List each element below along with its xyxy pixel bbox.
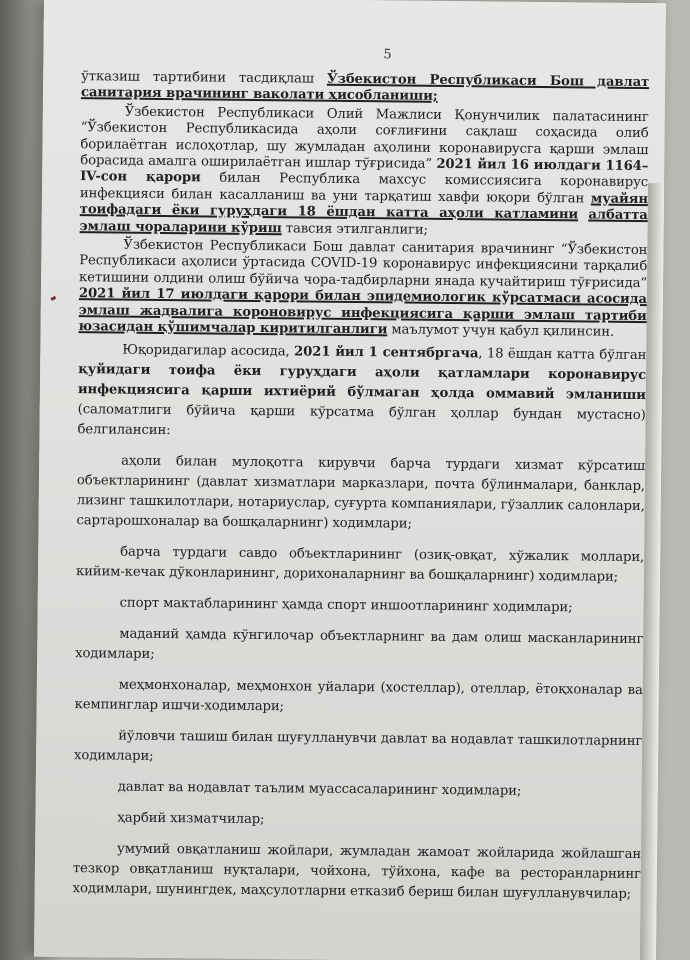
list-item: спорт мактабларининг ҳамда спорт иншоотларининг ходимлари; bbox=[119, 595, 573, 615]
document-body bbox=[72, 69, 649, 915]
mandatory-vaccination-phrase: қуйидаги тоифа ёки гуруҳдаги аҳоли қатламлари коронавирус инфекциясига қарши ихтиёрий бўлмаган ҳолда оммавий эмланиши bbox=[77, 361, 647, 403]
deadline-date: 2021 йил 1 сентябргача bbox=[293, 343, 479, 361]
ink-mark bbox=[50, 296, 56, 301]
vaccination-measures-phrase: албатта эмлаш чораларини кўриш bbox=[79, 207, 648, 236]
bold-underlined-phrase: Ўзбекистон Республикаси Бош давлат санитария врачининг ваколати ҳисобланиши; bbox=[80, 71, 650, 105]
list-item: аҳоли билан мулоқотга кирувчи барча турдаги хизмат кўрсатиш объектларининг (давлат хизматлари марказлари, почта бўлинмалари, банклар, лизинг ташкилотлари, нотариуслар, суғурта компаниялари, гўзаллик салонлари, сартарошхоналар ва бошқаларнинг) ходимлари; bbox=[76, 453, 646, 532]
page-number: 5 bbox=[383, 47, 392, 63]
paragraph-2: Ўзбекистон Республикаси Олий Мажлиси Қонунчилик палатасининг “Ўзбекистон Республикасида аҳоли соғлиғини сақлаш соҳасида олиб борилаётган ислоҳотлар, шу жумладан аҳолини коронавирусга қарши эмлаш борасида амалга оширилаётган ишлар тўғрисида” 2021 йил 16 июлдаги 1164–IV-сон қарори билан Республика махсус комиссиясига коронавирус инфекцияси билан касалланиш ва уни тарқатиш хавфи юқори бўлган муайян тоифадаги ёки гуруҳдаги 18 ёшдан катта аҳоли катламини албатта эмлаш чораларини кўриш тавсия этилганлиги; bbox=[79, 104, 649, 238]
list-item: давлат ва нодавлат таълим муассасаларининг ходимлари; bbox=[117, 779, 522, 799]
list-item: ҳарбий хизматчилар; bbox=[117, 810, 265, 827]
list-item: меҳмонхоналар, меҳмонхон уйалари (хостеллар), отеллар, ётоқхоналар ва кемпинглар ишчи-ходимлари; bbox=[74, 677, 643, 714]
paragraph-4: Юқоридагилар асосида, 2021 йил 1 сентябргача, 18 ёшдан катта бўлган қуйидаги тоифа ёки гуруҳдаги аҳоли қатламлари коронавирус инфекциясига қарши ихтиёрий бўлмаган ҳолда оммавий эмланиши (саломатлиги бўйича қарши кўрсатма бўлган ҳоллар бундан мустасно) белгилансин: bbox=[77, 342, 647, 438]
list-item: йўловчи ташиш билан шуғулланувчи давлат ва нодавлат ташкилотларнинг ходимлари; bbox=[73, 728, 643, 764]
paragraph-3: Ўзбекистон Республикаси Бош давлат санитария врачининг “Ўзбекистон Республикаси аҳолиси ўртасида COVID-19 коронавирус инфекциясини тарқалиб кетишини олдини олиш бўйича чора-тадбирларни янада кучайтириш тўғрисида” 2021 йил 17 июлдаги қарори билан эпидемиологик кўрсатмаси асосида эмлаш жадвалига короновирус инфекциясига қарши эмлаш тартиби юзасидан қўшимчалар киритилганлиги маълумот учун қабул қилинсин. bbox=[78, 237, 648, 340]
decree-reference: 2021 йил 17 июлдаги қарори билан эпидемиологик кўрсатмаси асосида эмлаш жадвалига короновирус инфекциясига қарши эмлаш тартиби юзасидан қўшимчалар киритилганлиги bbox=[78, 286, 647, 338]
resolution-reference: 2021 йил 16 июлдаги 1164–IV-сон қарори bbox=[80, 156, 649, 186]
paragraph-1: ўтказиш тартибини тасдиқлаш Ўзбекистон Республикаси Бош давлат санитария врачининг ваколати ҳисобланиши; bbox=[80, 69, 650, 105]
document-page bbox=[34, 0, 666, 960]
target-group-phrase: муайян тоифадаги ёки гуруҳдаги 18 ёшдан катта аҳоли катламини bbox=[79, 191, 649, 223]
list-item: умумий овқатланиш жойлари, жумладан жамоат жойларида жойлашган тезкор овқатланиш нуқталари, чойхона, тўйхона, кафе ва ресторанларнинг ходимлари, шунингдек, маҳсулотларни етказиб бериш билан шуғулланувчилар; bbox=[72, 841, 642, 902]
list-item: барча турдаги савдо объектларининг (озиқ-овқат, хўжалик моллари, кийим-кечак дўконларининг, дорихоналарнинг ва бошқаларнинг) ходимлари; bbox=[75, 544, 645, 585]
list-item: маданий ҳамда кўнгилочар объектларнинг ва дам олиш масканларининг ходимлари; bbox=[75, 626, 644, 662]
